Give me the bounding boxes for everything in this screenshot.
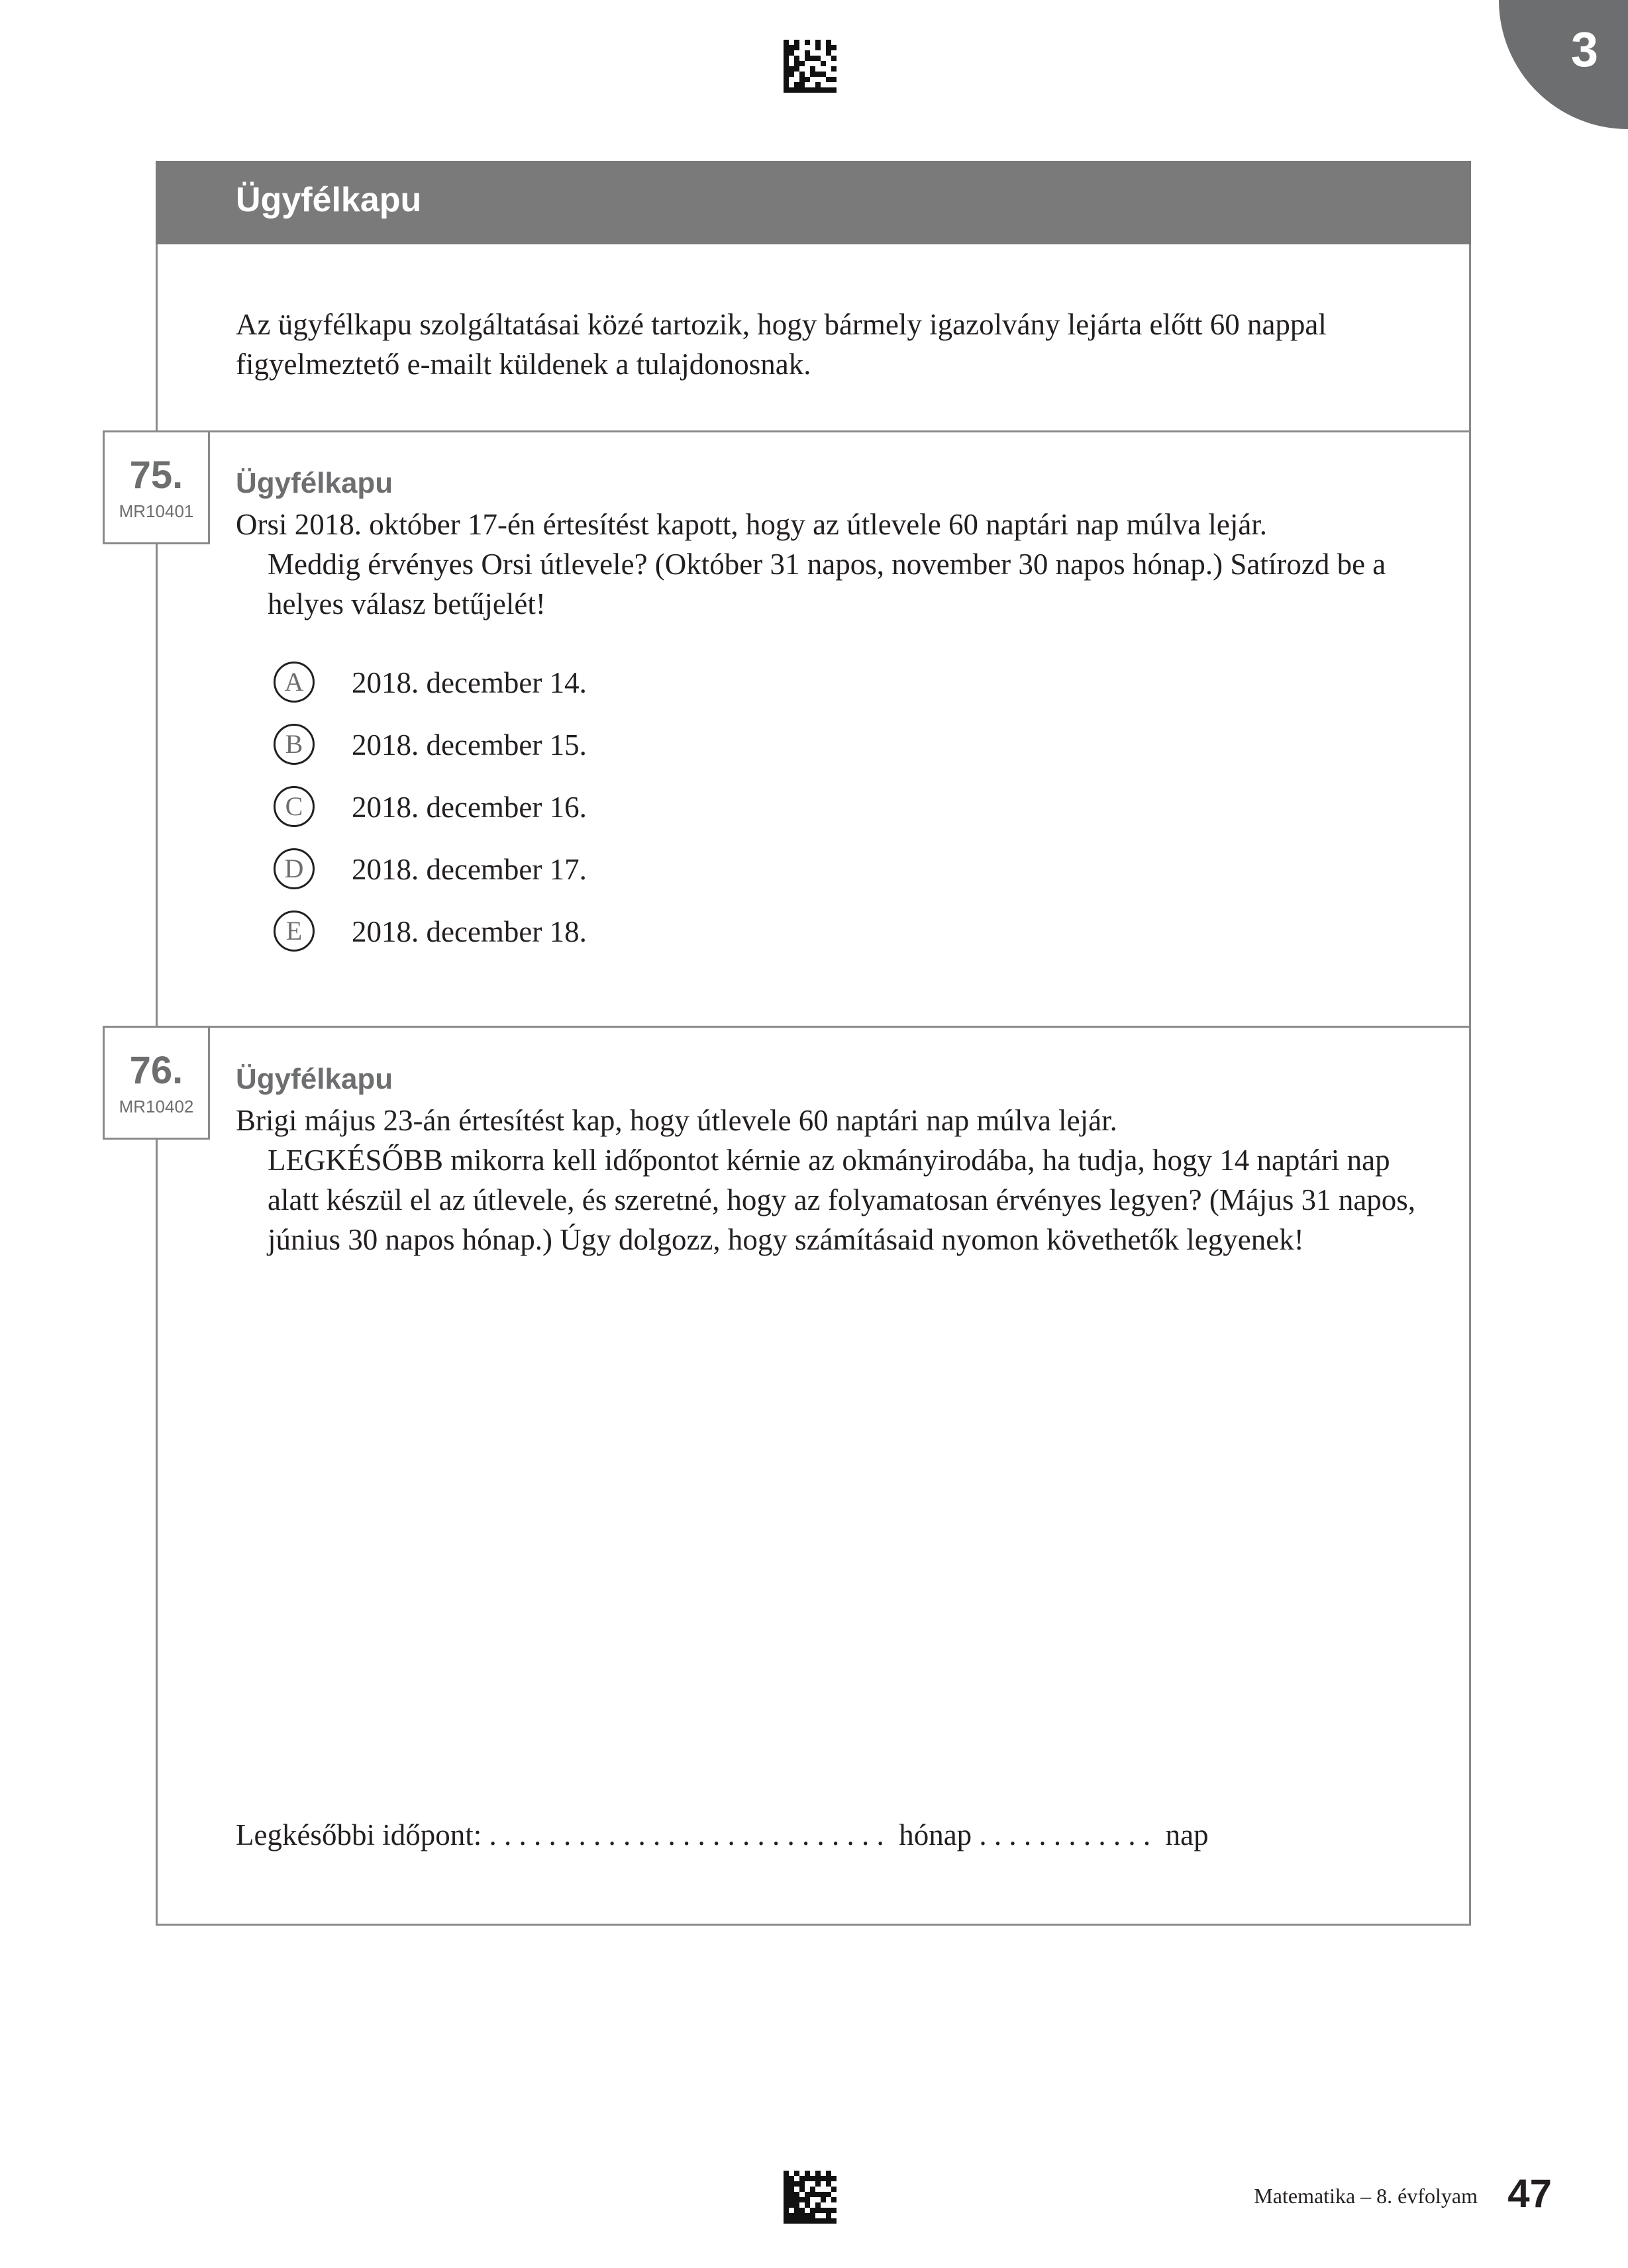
footer-subject: Matematika – 8. évfolyam xyxy=(1254,2184,1478,2208)
option-letter-circle[interactable]: C xyxy=(274,786,315,827)
divider-line xyxy=(156,430,1471,432)
chapter-number: 3 xyxy=(1570,22,1598,77)
question-number: 75. xyxy=(129,454,183,497)
question-number: 76. xyxy=(129,1049,183,1092)
option-letter-circle[interactable]: A xyxy=(274,662,315,703)
question-76-number-box xyxy=(103,1026,210,1140)
section-title: Ügyfélkapu xyxy=(236,181,422,219)
answer-blank-line[interactable]: Legkésőbbi időpont: . . . . . . . . . . . . . . . . . . . . . . . . . . . hónap . . . . . . . . . . . . nap xyxy=(236,1818,1209,1851)
divider-line xyxy=(156,1026,1471,1028)
bottom-datamatrix-code xyxy=(784,2171,837,2224)
question-text xyxy=(236,505,1448,624)
option-letter-circle[interactable]: E xyxy=(274,911,315,952)
question-title: Ügyfélkapu xyxy=(236,467,393,499)
chapter-tab xyxy=(1499,0,1628,129)
question-text-line: LEGKÉSŐBB mikorra kell időpontot kérnie az okmányirodába, ha tudja, hogy 14 naptári nap alatt készül el az útlevele, és szeretné, hogy az folyamatosan érvényes legyen? (Május 31 napos, június 30 napos hónap.) Úgy dolgozz, hogy számításaid nyomon követhetők legyenek! xyxy=(268,1144,1416,1256)
question-code: MR10401 xyxy=(119,501,194,521)
option-text: 2018. december 14. xyxy=(352,666,587,699)
page-number: 47 xyxy=(1507,2171,1552,2216)
question-code: MR10402 xyxy=(119,1097,194,1116)
option-text: 2018. december 18. xyxy=(352,915,587,948)
question-text xyxy=(236,1101,1448,1259)
question-title: Ügyfélkapu xyxy=(236,1063,393,1095)
option-text: 2018. december 17. xyxy=(352,853,587,886)
task-frame xyxy=(156,161,1471,1926)
section-intro: Az ügyfélkapu szolgáltatásai közé tartozik, hogy bármely igazolvány lejárta előtt 60 nappal figyelmeztető e-mailt küldenek a tulajdonosnak. xyxy=(236,308,1327,381)
question-text-line: Meddig érvényes Orsi útlevele? (Október 31 napos, november 30 napos hónap.) Satírozd be a helyes válasz betűjelét! xyxy=(268,548,1386,620)
question-text-line: Orsi 2018. október 17-én értesítést kapott, hogy az útlevele 60 naptári nap múlva lejár. xyxy=(236,508,1268,541)
question-text-line: Brigi május 23-án értesítést kap, hogy útlevele 60 naptári nap múlva lejár. xyxy=(236,1104,1117,1137)
option-text: 2018. december 15. xyxy=(352,728,587,762)
option-letter-circle[interactable]: B xyxy=(274,724,315,765)
question-75-number-box xyxy=(103,430,210,544)
option-letter-circle[interactable]: D xyxy=(274,848,315,889)
top-datamatrix-code xyxy=(784,40,837,93)
option-text: 2018. december 16. xyxy=(352,791,587,824)
